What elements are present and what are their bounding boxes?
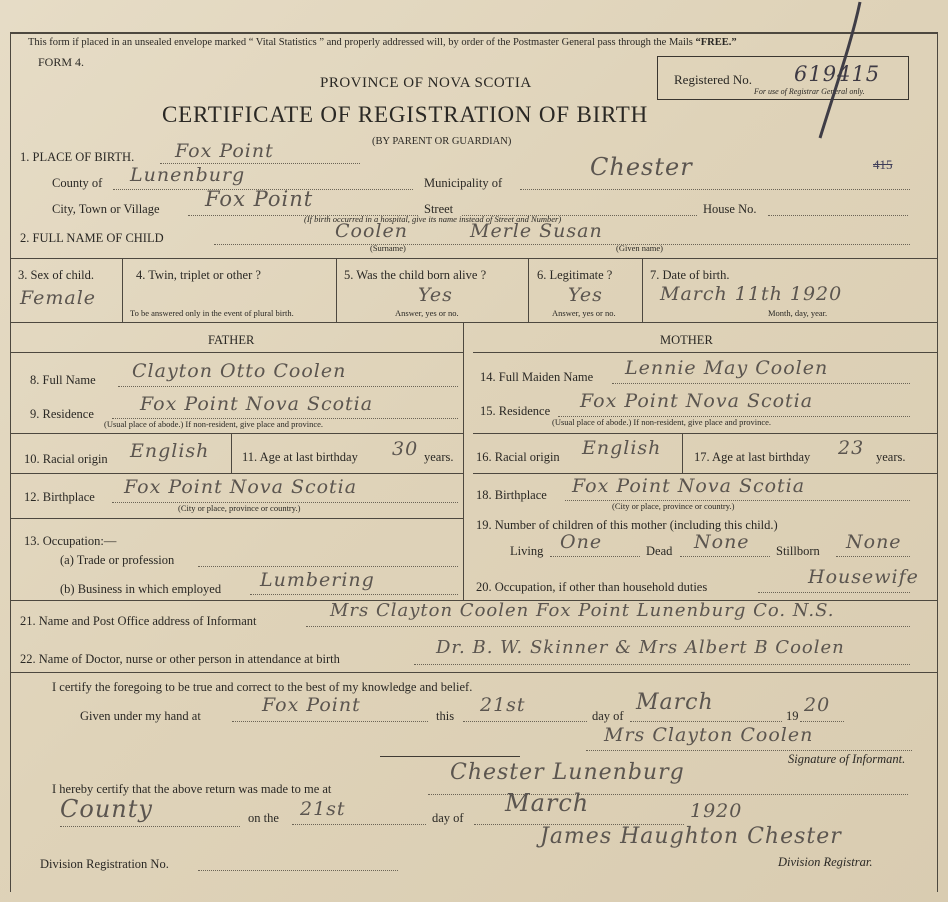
dead-line [680,556,770,557]
county-label: County of [52,176,103,190]
certify-month-value: March [636,690,714,715]
given-place-value: Fox Point [262,694,361,716]
registrar-county-value: County [60,795,153,823]
mother-age-value: 23 [838,437,865,459]
this-label: this [436,709,455,723]
division-registration-label: Division Registration No. [40,857,169,871]
certify-day-of-label: day of [592,709,624,723]
municipality-value: Chester [590,153,693,181]
mother-residence-value: Fox Point Nova Scotia [580,390,814,412]
child-surname: Coolen [335,220,408,242]
mother-name-value: Lennie May Coolen [625,357,829,379]
father-years: years. [424,450,454,464]
father-name-label: 8. Full Name [30,373,96,387]
top-rule [10,32,938,34]
doctor-bottom-rule [10,672,938,673]
certificate-title: CERTIFICATE OF REGISTRATION OF BIRTH [162,102,649,127]
certify-day-value: 21st [480,694,526,716]
mother-racial-label: 16. Racial origin [476,450,560,464]
municipality-label: Municipality of [424,176,503,190]
sex-value: Female [20,287,97,309]
province-heading: PROVINCE OF NOVA SCOTIA [320,75,532,91]
free-label: “FREE.” [695,37,737,48]
parents-divider [463,322,464,600]
father-residence-label: 9. Residence [30,407,94,421]
certify-month-line [630,721,782,722]
city-label: City, Town or Village [52,202,160,216]
place-of-birth-label: 1. PLACE OF BIRTH. [20,150,135,164]
certify-day-line [463,721,587,722]
surname-note: (Surname) [370,243,406,253]
father-residence-note: (Usual place of abode.) If non-resident, give place and province. [104,419,324,429]
on-the-label: on the [248,811,279,825]
division-registrar-label: Division Registrar. [778,855,873,869]
stillborn-line [836,556,910,557]
father-birthplace-label: 12. Birthplace [24,490,95,504]
father-residence-value: Fox Point Nova Scotia [140,393,374,415]
registrar-use-note: For use of Registrar General only. [754,87,865,96]
dob-note: Month, day, year. [768,308,828,318]
sex-label: 3. Sex of child. [18,268,95,282]
col-rule-1 [122,258,123,322]
house-line [768,215,908,216]
place-of-birth-value: Fox Point [175,140,274,162]
father-name-line [118,386,458,387]
alive-value: Yes [418,284,453,306]
father-name-value: Clayton Otto Coolen [132,360,347,382]
doctor-line [414,664,910,665]
right-rule [937,32,938,892]
registrar-month-value: March [505,789,590,817]
mother-residence-label: 15. Residence [480,404,551,418]
left-rule [10,32,11,892]
father-racial-value: English [130,440,210,462]
given-note: (Given name) [616,243,663,253]
certify-year-suffix: 20 [804,694,831,716]
mother-age-divider [682,433,683,473]
father-business-value: Lumbering [260,569,375,591]
child-given-name: Merle Susan [470,220,603,242]
father-heading-rule [10,352,464,353]
father-birthplace-value: Fox Point Nova Scotia [124,476,358,498]
row-rule-bottom [10,322,938,323]
father-heading: FATHER [208,333,255,347]
registrar-day-value: 21st [300,798,346,820]
alive-note: Answer, yes or no. [395,308,459,318]
father-rule-1 [10,433,464,434]
legit-note: Answer, yes or no. [552,308,616,318]
stillborn-value: None [846,531,902,553]
mother-age-label: 17. Age at last birthday [694,450,811,464]
col-rule-4 [642,258,643,322]
doctor-label: 22. Name of Doctor, nurse or other person in attendance at birth [20,652,340,666]
hospital-note: (If birth occurred in a hospital, give its name instead of Street and Number) [304,214,562,224]
col-rule-3 [528,258,529,322]
mother-name-label: 14. Full Maiden Name [480,370,594,384]
registered-box [657,56,909,100]
row-rule-top [10,258,938,259]
mother-years: years. [876,450,906,464]
father-age-label: 11. Age at last birthday [242,450,358,464]
mother-occupation-value: Housewife [808,566,919,588]
informant-value: Mrs Clayton Coolen Fox Point Lunenburg Co. N.S. [330,600,835,621]
legit-label: 6. Legitimate ? [537,268,613,282]
mother-heading-rule [473,352,937,353]
informant-line [306,626,910,627]
registrar-day-line [292,824,426,825]
father-birthplace-note: (City or place, province or country.) [178,503,301,513]
mailing-notice: This form if placed in an unsealed envelope marked “ Vital Statistics ” and properly addressed will, by order of the Postmaster General pass through the Mails “FREE.” [28,37,737,48]
city-value: Fox Point [205,187,314,211]
mother-rule-2 [473,473,937,474]
father-business-line [250,594,458,595]
living-label: Living [510,544,544,558]
mother-birthplace-label: 18. Birthplace [476,488,547,502]
doctor-value: Dr. B. W. Skinner & Mrs Albert B Coolen [436,637,845,658]
municipality-code: 415 [873,157,893,172]
given-label: Given under my hand at [80,709,201,723]
informant-label: 21. Name and Post Office address of Informant [20,614,257,628]
registrar-day-of-label: day of [432,811,464,825]
house-label: House No. [703,202,757,216]
father-racial-label: 10. Racial origin [24,452,108,466]
father-trade-label: (a) Trade or profession [60,553,175,567]
father-age-divider [231,433,232,473]
child-name-label: 2. FULL NAME OF CHILD [20,231,164,245]
dob-label: 7. Date of birth. [650,268,730,282]
informant-signature: Mrs Clayton Coolen [604,724,814,746]
twin-label: 4. Twin, triplet or other ? [136,268,261,282]
mother-birthplace-value: Fox Point Nova Scotia [572,475,806,497]
legit-value: Yes [568,284,603,306]
stillborn-label: Stillborn [776,544,820,558]
pencil-stroke [808,0,864,142]
form-number: FORM 4. [38,55,85,69]
certify-statement: I certify the foregoing to be true and correct to the best of my knowledge and belief. [52,680,473,694]
living-line [550,556,640,557]
dead-value: None [694,531,750,553]
certificate-subtitle: (BY PARENT OR GUARDIAN) [372,136,512,147]
mother-occupation-label: 20. Occupation, if other than household duties [476,580,708,594]
mother-name-line [612,383,910,384]
registrar-county-line [60,826,240,827]
col-rule-2 [336,258,337,322]
registrar-statement: I hereby certify that the above return was made to me at [52,782,332,796]
father-rule-3 [10,518,464,519]
registered-label: Registered No. [674,72,752,87]
dob-value: March 11th 1920 [660,283,843,305]
child-name-line [214,244,910,245]
father-business-label: (b) Business in which employed [60,582,222,596]
twin-note: To be answered only in the event of plural birth. [130,308,294,318]
alive-label: 5. Was the child born alive ? [344,268,487,282]
informant-signature-line [586,750,912,751]
registered-number: 619415 [794,62,881,86]
mother-racial-value: English [582,437,662,459]
municipality-line [520,189,910,190]
registrar-separator [380,756,520,757]
given-place-line [232,721,428,722]
mother-rule-1 [473,433,937,434]
signature-label: Signature of Informant. [788,752,906,766]
father-occupation-label: 13. Occupation:— [24,534,117,548]
father-age-value: 30 [392,438,419,460]
registrar-year-value: 1920 [690,800,743,822]
living-value: One [560,531,603,553]
father-rule-2 [10,473,464,474]
mother-occupation-line [758,592,910,593]
mother-heading: MOTHER [660,333,713,347]
dead-label: Dead [646,544,673,558]
certify-year-line [800,721,844,722]
mother-children-label: 19. Number of children of this mother (including this child.) [476,518,778,532]
certify-year-prefix: 19 [786,709,799,723]
county-value: Lunenburg [130,164,246,186]
registrar-place-line [428,794,908,795]
father-trade-line [198,566,458,567]
street-label: Street [424,202,454,216]
mother-residence-note: (Usual place of abode.) If non-resident, give place and province. [552,417,772,427]
registrar-place-value: Chester Lunenburg [450,760,685,785]
division-registration-line [198,870,398,871]
mother-birthplace-note: (City or place, province or country.) [612,501,735,511]
registrar-signature: James Haughton Chester [540,824,842,849]
